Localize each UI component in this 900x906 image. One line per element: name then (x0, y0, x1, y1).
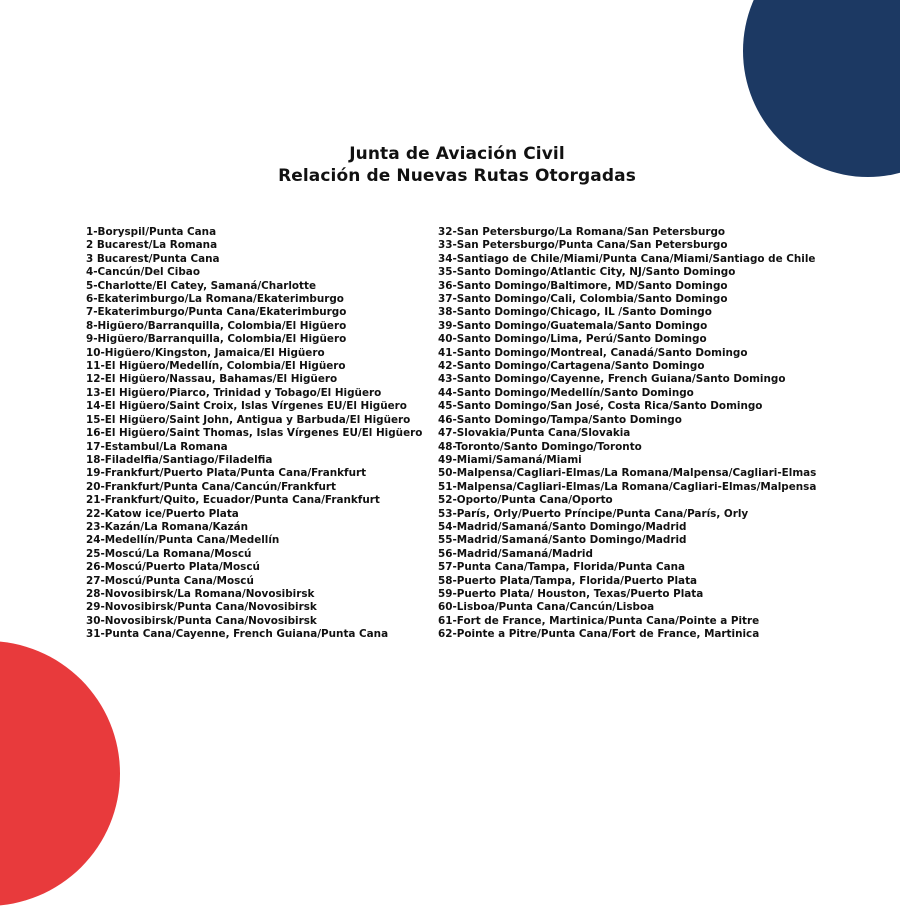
route-item: 27-Moscú/Punta Cana/Moscú (86, 574, 254, 587)
route-item: 10-Higüero/Kingston, Jamaica/El Higüero (86, 346, 325, 359)
route-item: 28-Novosibirsk/La Romana/Novosibirsk (86, 587, 315, 600)
route-item: 14-El Higüero/Saint Croix, Islas Vírgenes EU/El Higüero (86, 400, 407, 413)
route-item: 55-Madrid/Samaná/Santo Domingo/Madrid (438, 534, 687, 547)
routes-column-left (86, 226, 422, 642)
route-item: 58-Puerto Plata/Tampa, Florida/Puerto Plata (438, 574, 698, 587)
route-item: 36-Santo Domingo/Baltimore, MD/Santo Domingo (438, 279, 728, 292)
route-item: 60-Lisboa/Punta Cana/Cancún/Lisboa (438, 601, 655, 614)
route-item: 16-El Higüero/Saint Thomas, Islas Vírgenes EU/El Higüero (86, 427, 423, 440)
route-item: 9-Higüero/Barranquilla, Colombia/El Higüero (86, 333, 347, 346)
route-item: 3 Bucarest/Punta Cana (86, 252, 220, 265)
route-item: 35-Santo Domingo/Atlantic City, NJ/Santo Domingo (438, 266, 736, 279)
route-item: 26-Moscú/Puerto Plata/Moscú (86, 561, 260, 574)
route-item: 32-San Petersburgo/La Romana/San Petersburgo (438, 226, 726, 238)
route-item: 34-Santiago de Chile/Miami/Punta Cana/Miami/Santiago de Chile (438, 252, 816, 265)
route-item: 25-Moscú/La Romana/Moscú (86, 547, 252, 560)
route-item: 41-Santo Domingo/Montreal, Canadá/Santo Domingo (438, 346, 748, 359)
route-item: 18-Filadelfia/Santiago/Filadelfia (86, 453, 273, 466)
route-item: 50-Malpensa/Cagliari-Elmas/La Romana/Malpensa/Cagliari-Elmas (438, 467, 817, 480)
route-item: 33-San Petersburgo/Punta Cana/San Petersburgo (438, 239, 728, 252)
route-item: 15-El Higüero/Saint John, Antigua y Barbuda/El Higüero (86, 413, 411, 426)
route-item: 61-Fort de France, Martinica/Punta Cana/Pointe a Pitre (438, 614, 760, 627)
route-item: 20-Frankfurt/Punta Cana/Cancún/Frankfurt (86, 480, 336, 493)
route-item: 29-Novosibirsk/Punta Cana/Novosibirsk (86, 601, 317, 614)
route-item: 56-Madrid/Samaná/Madrid (438, 547, 593, 560)
route-item: 37-Santo Domingo/Cali, Colombia/Santo Domingo (438, 293, 728, 306)
route-item: 21-Frankfurt/Quito, Ecuador/Punta Cana/Frankfurt (86, 494, 380, 507)
route-item: 42-Santo Domingo/Cartagena/Santo Domingo (438, 360, 705, 373)
route-item: 30-Novosibirsk/Punta Cana/Novosibirsk (86, 614, 317, 627)
route-item: 31-Punta Cana/Cayenne, French Guiana/Punta Cana (86, 628, 389, 641)
route-item: 54-Madrid/Samaná/Santo Domingo/Madrid (438, 520, 687, 533)
route-item: 2 Bucarest/La Romana (86, 239, 218, 252)
route-item: 49-Miami/Samaná/Miami (438, 453, 582, 466)
route-item: 7-Ekaterimburgo/Punta Cana/Ekaterimburgo (86, 306, 347, 319)
route-item: 43-Santo Domingo/Cayenne, French Guiana/Santo Domingo (438, 373, 786, 386)
decorative-red-circle (0, 641, 120, 906)
document-title (0, 143, 900, 187)
route-item: 4-Cancún/Del Cibao (86, 266, 200, 279)
route-item: 48-Toronto/Santo Domingo/Toronto (438, 440, 642, 453)
route-item: 59-Puerto Plata/ Houston, Texas/Puerto Plata (438, 587, 704, 600)
route-item: 12-El Higüero/Nassau, Bahamas/El Higüero (86, 373, 338, 386)
route-item: 1-Boryspil/Punta Cana (86, 226, 217, 238)
route-item: 19-Frankfurt/Puerto Plata/Punta Cana/Frankfurt (86, 467, 367, 480)
route-item: 24-Medellín/Punta Cana/Medellín (86, 534, 280, 547)
route-item: 44-Santo Domingo/Medellín/Santo Domingo (438, 386, 694, 399)
route-item: 6-Ekaterimburgo/La Romana/Ekaterimburgo (86, 293, 344, 306)
route-item: 40-Santo Domingo/Lima, Perú/Santo Domingo (438, 333, 707, 346)
route-item: 39-Santo Domingo/Guatemala/Santo Domingo (438, 319, 708, 332)
title-line-1: Junta de Aviación Civil (349, 144, 565, 164)
route-item: 57-Punta Cana/Tampa, Florida/Punta Cana (438, 561, 685, 574)
title-line-2: Relación de Nuevas Rutas Otorgadas (278, 166, 636, 186)
route-item: 45-Santo Domingo/San José, Costa Rica/Santo Domingo (438, 400, 763, 413)
route-item: 5-Charlotte/El Catey, Samaná/Charlotte (86, 279, 317, 292)
route-item: 17-Estambul/La Romana (86, 440, 228, 453)
route-item: 51-Malpensa/Cagliari-Elmas/La Romana/Cagliari-Elmas/Malpensa (438, 480, 817, 493)
route-item: 8-Higüero/Barranquilla, Colombia/El Higüero (86, 319, 347, 332)
route-item: 22-Katow ice/Puerto Plata (86, 507, 239, 520)
route-item: 11-El Higüero/Medellín, Colombia/El Higüero (86, 360, 346, 373)
route-item: 38-Santo Domingo/Chicago, IL /Santo Domingo (438, 306, 712, 319)
route-item: 23-Kazán/La Romana/Kazán (86, 520, 249, 533)
route-item: 46-Santo Domingo/Tampa/Santo Domingo (438, 413, 682, 426)
route-item: 53-París, Orly/Puerto Príncipe/Punta Cana/París, Orly (438, 507, 749, 520)
route-item: 62-Pointe a Pitre/Punta Cana/Fort de France, Martinica (438, 628, 760, 641)
route-item: 13-El Higüero/Piarco, Trinidad y Tobago/El Higüero (86, 386, 382, 399)
route-item: 47-Slovakia/Punta Cana/Slovakia (438, 427, 631, 440)
routes-column-right (438, 226, 816, 642)
route-item: 52-Oporto/Punta Cana/Oporto (438, 494, 613, 507)
